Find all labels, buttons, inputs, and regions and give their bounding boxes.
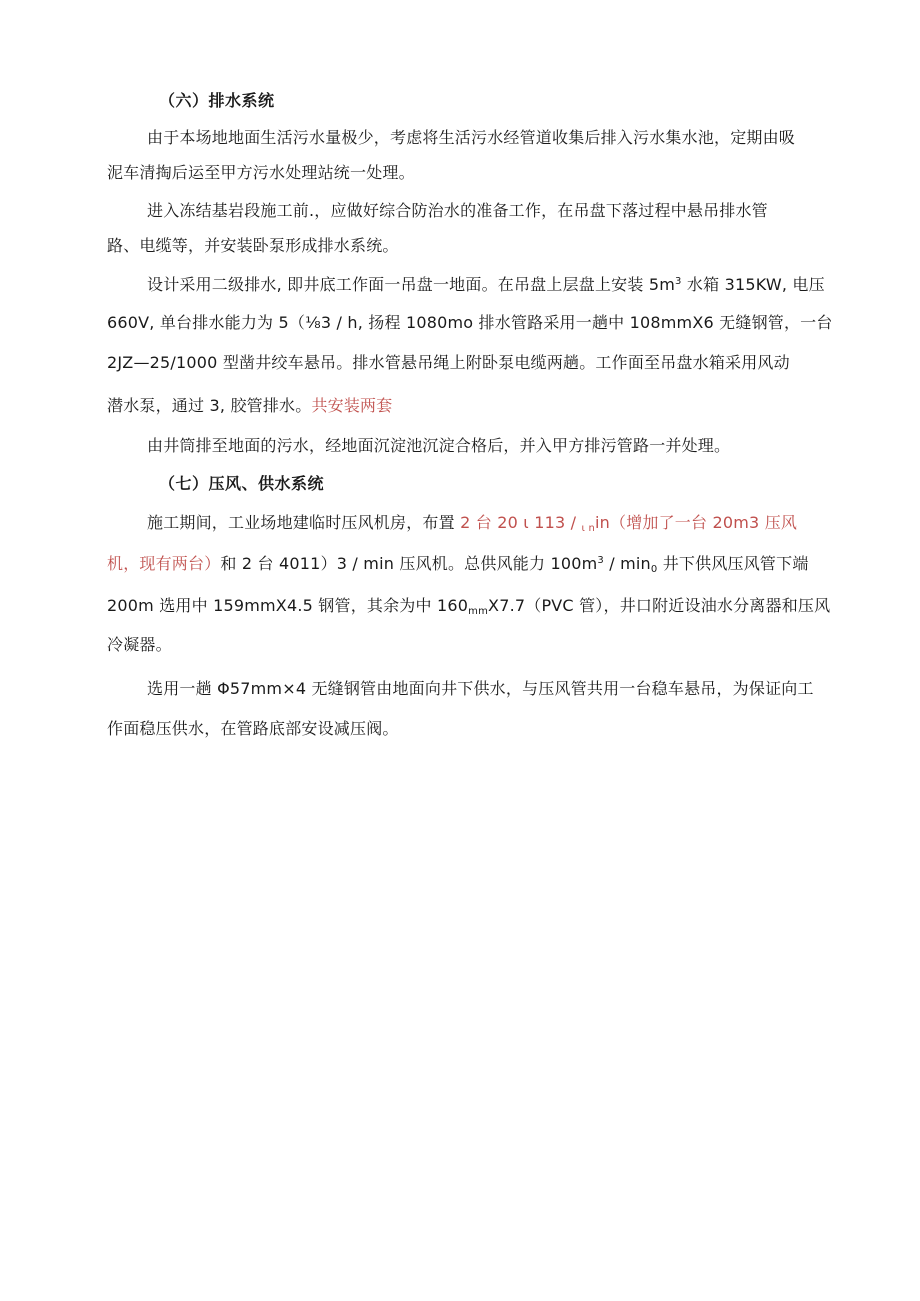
paragraph-line: 泥车清掏后运至甲方污水处理站统一处理。 — [107, 163, 415, 182]
paragraph-line: 由井筒排至地面的污水，经地面沉淀池沉淀合格后，并入甲方排污管路一并处理。 — [147, 436, 731, 455]
paragraph-line: 冷凝器。 — [107, 635, 172, 654]
subscript: ι n — [581, 523, 596, 534]
text-run: / min — [603, 554, 651, 573]
highlighted-note: 机，现有两台） — [107, 554, 221, 573]
highlighted-note — [460, 513, 797, 532]
paragraph-line: 作面稳压供水，在管路底部安设减压阀。 — [107, 719, 399, 738]
paragraph-line — [147, 272, 825, 295]
text-run: 潜水泵，通过 3, 胶管排水。 — [107, 396, 312, 415]
text-run: 设计采用二级排水, 即井底工作面一吊盘一地面。在吊盘上层盘上安装 5m — [147, 275, 676, 294]
superscript: 3 — [597, 555, 604, 566]
paragraph-line — [147, 510, 797, 533]
text-run: X7.7（PVC 管），井口附近设油水分离器和压风 — [488, 596, 831, 615]
paragraph-line: 路、电缆等，并安装卧泵形成排水系统。 — [107, 236, 399, 255]
paragraph-line — [107, 393, 392, 416]
section-heading-drainage: （六）排水系统 — [159, 91, 275, 110]
paragraph-line: 进入冻结基岩段施工前.，应做好综合防治水的准备工作，在吊盘下落过程中悬吊排水管 — [147, 201, 768, 220]
text-run: 2 台 20 ι 113 / — [460, 513, 582, 532]
section-heading-air-water: （七）压风、供水系统 — [159, 474, 325, 493]
paragraph-line: 660V, 单台排水能力为 5（⅛3 / h, 扬程 1080mo 排水管路采用一趟中 108mmX6 无缝钢管，一台 — [107, 313, 833, 332]
text-run: 施工期间，工业场地建临时压风机房，布置 — [147, 513, 461, 532]
superscript: 3 — [675, 276, 682, 287]
text-run: 水箱 315KW, 电压 — [681, 275, 825, 294]
paragraph-line — [107, 551, 809, 574]
text-run: 井下供风压风管下端 — [657, 554, 809, 573]
subscript: mm — [468, 606, 489, 617]
subscript: 0 — [650, 564, 658, 575]
text-run: 200m 选用中 159mmX4.5 钢管，其余为中 160 — [107, 596, 469, 615]
paragraph-line: 由于本场地地面生活污水量极少，考虑将生活污水经管道收集后排入污水集水池，定期由吸 — [147, 128, 796, 147]
highlighted-note: 共安装两套 — [311, 396, 393, 415]
text-run: in（增加了一台 20m3 压风 — [595, 513, 798, 532]
paragraph-line: 选用一趟 Φ57mm×4 无缝钢管由地面向井下供水，与压风管共用一台稳车悬吊，为保证向工 — [147, 679, 814, 698]
paragraph-line: 2JZ—25/1000 型凿井绞车悬吊。排水管悬吊绳上附卧泵电缆两趟。工作面至吊盘水箱采用风动 — [107, 353, 790, 372]
text-run: 和 2 台 4011）3 / min 压风机。总供风能力 100m — [220, 554, 598, 573]
paragraph-line — [107, 593, 830, 616]
